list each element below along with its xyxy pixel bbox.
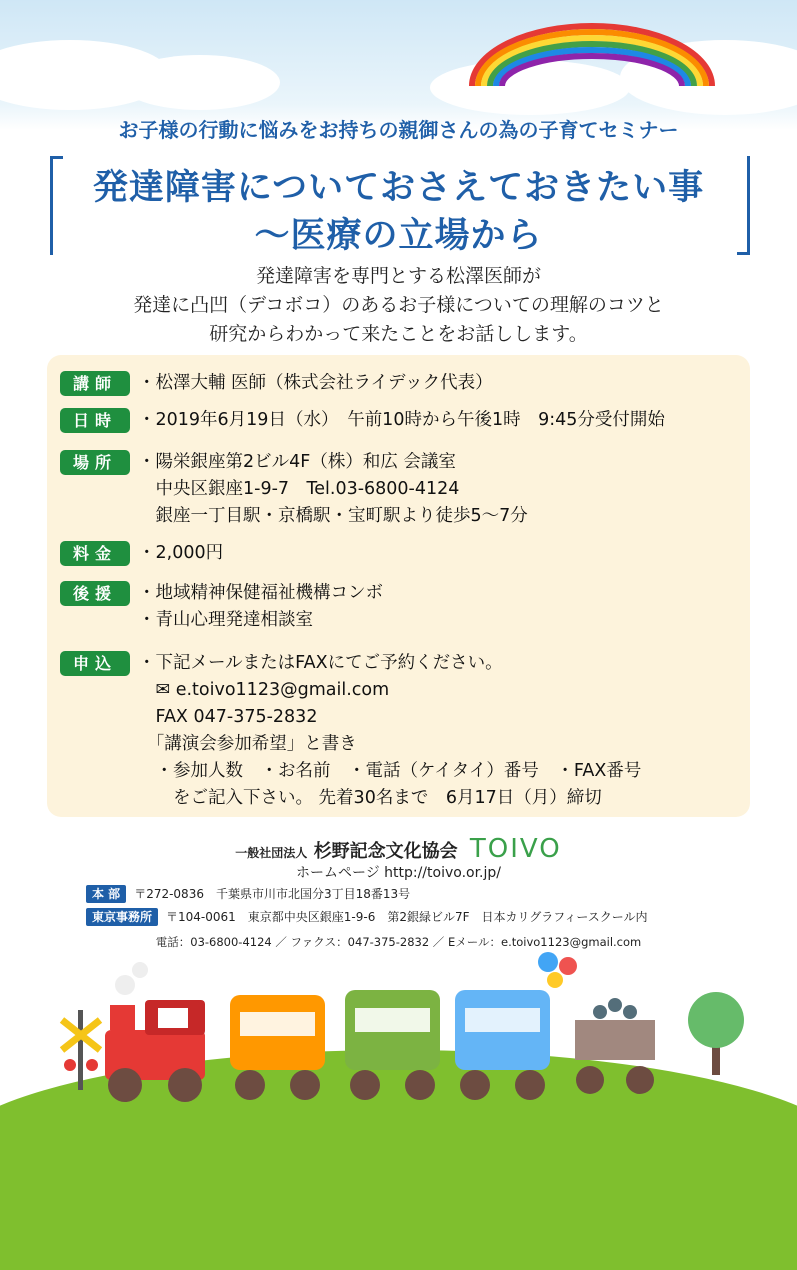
organization-name <box>0 834 797 864</box>
label-apply: 申込 <box>60 651 130 676</box>
address-tokyo <box>86 908 648 926</box>
seminar-subtitle: お子様の行動に悩みをお持ちの親御さんの為の子育てセミナー <box>118 118 679 142</box>
address-text: 〒104-0061 東京都中央区銀座1-9-6 第2銀緑ビル7F 日本カリグラフィースクール内 <box>166 910 648 924</box>
label-fee: 料金 <box>60 541 130 566</box>
intro-line: 発達障害を専門とする松澤医師が <box>255 265 541 287</box>
venue-line: 銀座一丁目駅・京橋駅・宝町駅より徒歩5〜7分 <box>138 506 528 526</box>
org-name: 杉野記念文化協会 <box>313 841 458 862</box>
label-venue: 場所 <box>60 450 130 475</box>
address-text: 〒272-0836 千葉県市川市北国分3丁目18番13号 <box>134 887 411 901</box>
rainbow-illustration <box>462 18 722 88</box>
intro-text <box>0 262 797 349</box>
venue-line: 中央区銀座1-9-7 Tel.03-6800-4124 <box>138 479 460 499</box>
sponsor-line: ・青山心理発達相談室 <box>138 610 313 630</box>
apply-line: をご記入下さい。 先着30名まで 6月17日（月）締切 <box>138 788 602 808</box>
address-hq <box>86 885 410 903</box>
address-label: 本 部 <box>86 885 126 903</box>
apply-line: ・下記メールまたはFAXにてご予約ください。 <box>138 653 503 673</box>
apply-line: 「講演会参加希望」と書き <box>138 734 357 754</box>
homepage-link[interactable]: ホームページ http://toivo.or.jp/ <box>295 865 502 881</box>
train-illustration <box>0 950 797 1127</box>
toivo-logo: TOIVO <box>469 834 562 864</box>
venue-line: ・陽栄銀座第2ビル4F（株）和広 会議室 <box>138 452 456 472</box>
contact-info: 電話：03-6800-4124 ／ ファクス：047-375-2832 ／ Eメール：e.toivo1123@gmail.com <box>155 935 642 949</box>
apply-fax: FAX 047-375-2832 <box>138 707 318 727</box>
fee-text: ・2,000円 <box>138 543 224 563</box>
address-label: 東京事務所 <box>86 908 158 926</box>
label-lecturer: 講師 <box>60 371 130 396</box>
intro-line: 発達に凸凹（デコボコ）のあるお子様についての理解のコツと <box>133 294 664 316</box>
lecturer-text: ・松澤大輔 医師（株式会社ライデック代表） <box>138 373 493 393</box>
datetime-text: ・2019年6月19日（水） 午前10時から午後1時 9:45分受付開始 <box>138 410 665 430</box>
label-datetime: 日時 <box>60 408 130 433</box>
apply-line: ・参加人数 ・お名前 ・電話（ケイタイ）番号 ・FAX番号 <box>138 761 642 781</box>
apply-email[interactable]: ✉ e.toivo1123@gmail.com <box>138 680 390 700</box>
main-title-line2: 〜医療の立場から <box>254 216 543 256</box>
org-prefix: 一般社団法人 <box>235 846 308 860</box>
cloud <box>120 55 280 110</box>
label-sponsor: 後援 <box>60 581 130 606</box>
intro-line: 研究からわかって来たことをお話しします。 <box>209 323 588 345</box>
main-title-line1: 発達障害についておさえておきたい事 <box>92 168 705 208</box>
sponsor-line: ・地域精神保健福祉機構コンボ <box>138 583 383 603</box>
